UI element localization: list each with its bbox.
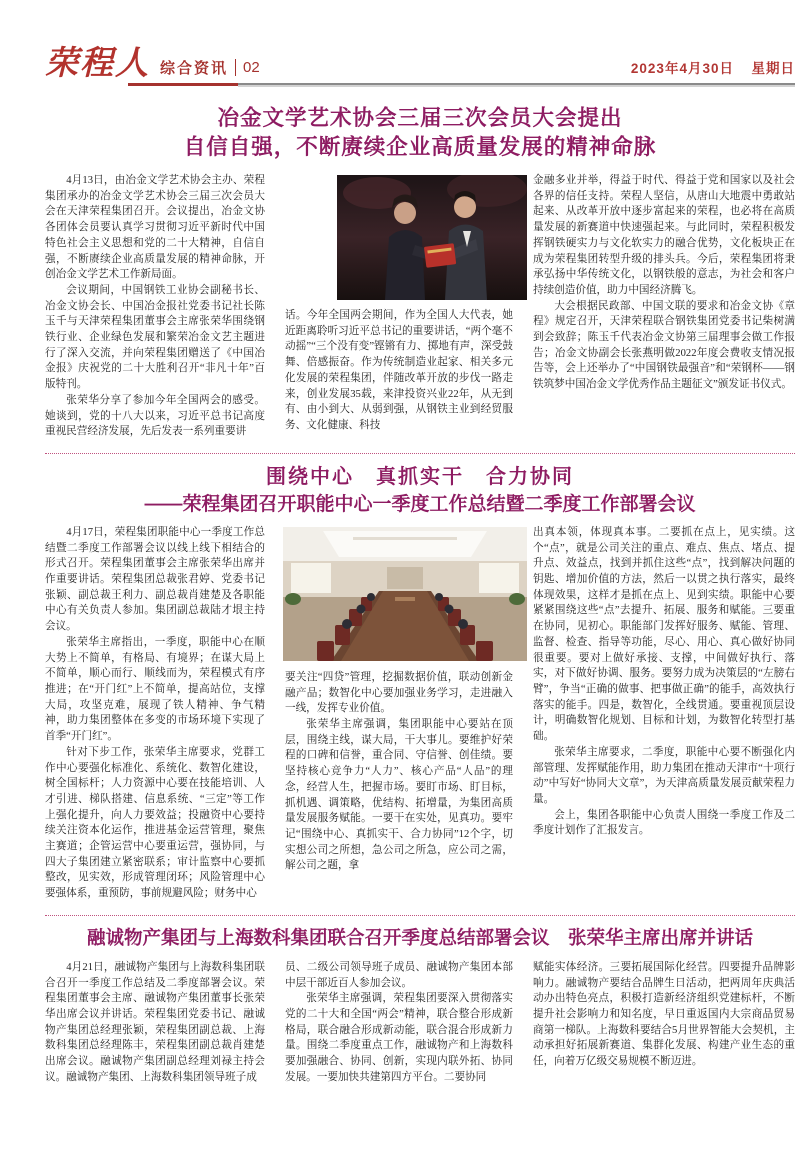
article3-title: 融诚物产集团与上海数科集团联合召开季度总结部署会议 张荣华主席出席并讲话 [86, 926, 753, 948]
header-divider-red [128, 83, 238, 86]
article1-title-line1: 冶金文学艺术协会三届三次会员大会提出 [217, 106, 623, 130]
article2-title-line2: ——荣程集团召开职能中心一季度工作总结暨二季度工作部署会议 [144, 493, 696, 515]
article3-col3 [533, 960, 795, 1086]
issue-date [631, 57, 795, 80]
article-paragraph: 张荣华主席强调，荣程集团要深入贯彻落实党的二十大和全国“两会”精神，联合整合形成新格局，联合融合形成新动能，联合混合形成新力量。围绕二季度重点工作，融诚物产和上海数科要加强融合、协同、创新，实现内联外拓、协同发展。一要加快共建第四方平台。二要协同 [285, 993, 513, 1083]
article1-col3 [533, 173, 795, 440]
article-1 [45, 104, 795, 440]
article2-col1 [45, 525, 265, 902]
section-divider [235, 59, 236, 76]
article-paragraph: 张荣华主席要求，二季度，职能中心要不断强化内部管理、发挥赋能作用，助力集团在推动天津市“十项行动”中写好“协同大文章”，为天津高质量发展贡献荣程力量。 [533, 746, 795, 805]
article1-col1 [45, 173, 265, 440]
article-paragraph: 员、二级公司领导班子成员、融诚物产集团本部中层干部近百人参加会议。 [285, 961, 513, 989]
article1-columns [45, 173, 795, 440]
page-number: 02 [243, 59, 260, 76]
article-paragraph: 4月13日，由冶金文学艺术协会主办、荣程集团承办的冶金文学艺术协会三届三次会员大会在天津荣程集团召开。会议提出，冶金文协各团体会员要认真学习贯彻习近平新时代中国特色社会主义思想和党的二十大精神，自信自强，不断赓续企业高质量发展的精神命脉，开创冶金文学艺术工作新局面。 [45, 175, 265, 281]
article-paragraph: 赋能实体经济。三要拓展国际化经营。四要提升品牌影响力。融诚物产要结合品牌生日活动，把两周年庆典活动办出特色亮点，积极打造新经济组织党建标杆，不断提升社会影响力和知名度，早日重返国内大宗商品贸易商第一梯队。上海数科要结合5月世界智能大会契机，主动承担好拓展新赛道、集群化发展、构建产业生态的重任，向着万亿级交易规模不断迈进。 [533, 961, 795, 1068]
section-label: 综合资讯 [160, 60, 229, 77]
article-separator [45, 453, 795, 454]
article3-col1 [45, 960, 265, 1086]
article-paragraph: 大会根据民政部、中国文联的要求和冶金文协《章程》规定召开，天津荣程联合钢铁集团党委书记柴树满到会致辞；陈玉千代表冶金文协第三届理事会做工作报告；冶金文协副会长张燕明做2022年度会费收支情况报告等，会上还举办了“中国钢铁最强音”和“荣钢杯——钢铁筑梦中国冶金文学优秀作品主题征文”颁发证书仪式。 [533, 300, 795, 391]
article-paragraph: 针对下步工作，张荣华主席要求，党群工作中心要强化标准化、系统化、数智化建设，树全国标杆；人力资源中心要在技能培训、人才引进、梯队搭建、信息系统、“三定”等工作上强化提升，向人力要效益；投融资中心要持续关注资本化运作，推进基金运营管理，聚焦主赛道；企管运营中心要重运营，强协同，与四大子集团建立紧密联系；审计监察中心要抓整改，见实效，形成管理闭环；风险管理中心要强体系，重预防，事前规避风险；财务中心 [45, 746, 265, 900]
article1-title-line2: 自信自强，不断赓续企业高质量发展的精神命脉 [183, 135, 657, 159]
article2-title-line1: 围绕中心 真抓实干 合力协同 [266, 465, 574, 488]
award-presentation-photo [337, 175, 527, 300]
conference-meeting-photo [283, 527, 527, 661]
article2-col2 [285, 525, 513, 902]
article-paragraph: 会议期间，中国钢铁工业协会副秘书长、冶金文协会长、中国冶金报社党委书记社长陈玉千与天津荣程集团董事会主席张荣华围绕钢铁行业、企业绿色发展和繁荣冶金文艺主题进行了深入交流，并向荣程集团赠送了《中国冶金报》庆祝党的二十大胜利召开“非凡十年”百版特刊。 [45, 284, 265, 391]
article3-col2 [285, 960, 513, 1086]
article-separator [45, 915, 795, 916]
article-3 [45, 925, 795, 1086]
header-divider-gray [238, 83, 795, 85]
article-paragraph: 出真本领，体现真本事。二要抓在点上，见实绩。这个“点”，就是公司关注的重点、难点、焦点、堵点、提升点、效益点，找到并抓住这些“点”，找到解决问题的钥匙、增加价值的方法，然后一以贯之执行落实，最终体现效果，这样才是抓在点上、见到实绩。职能中心要紧紧围绕这些“点”去提升、拓展、服务和赋能。三要重在协同，见初心。职能部门发挥好服务、赋能、管理、监督、检查、指导等功能，尽心、用心、真心做好协同很重要。要对上做好承接、支撑，中间做好执行、落实，对下做好协调、服务。要努力成为决策层的“左膀右臂”，争当“正确的做事、把事做正确”的能手，高效执行落实的能手。四是，数智化，全线贯通。要重视顶层设计，明确数智化规划、目标和计划，为数智化转型打基础。 [533, 526, 795, 743]
article-paragraph: 4月21日，融诚物产集团与上海数科集团联合召开一季度工作总结及二季度部署会议。荣程集团董事会主席、融诚物产集团董事长张荣华出席会议并讲话。荣程集团党委书记、融诚物产集团总经理张颖，荣程集团副总裁、上海数科集团总经理陈丰，荣程集团副总裁肖建楚出席会议。融诚物产集团副总经理刘禄主持会议。融诚物产集团、上海数科集团领导班子成 [45, 961, 265, 1083]
article2-columns [45, 525, 795, 902]
date-text: 2023年4月30日 [630, 61, 734, 76]
article-paragraph: 张荣华主席指出，一季度，职能中心在顺大势上不简单，有格局、有境界；在谋大局上不简单，顺心而行、顺线而为，荣程模式有序推进；在“开门红”上不简单，提高站位，支撑大局，攻坚克难，展现了铁人精神、争气精神，助力集团整体在多变的市场环境下实现了首季“开门红”。 [45, 636, 265, 743]
page-header [45, 0, 795, 80]
article-paragraph: 张荣华主席强调，集团职能中心要站在顶层，围绕主线，谋大局，干大事儿。要维护好荣程的口碑和信誉，重合同、守信誉、创佳绩。要坚持核心竞争力“人力”、核心产品“人品”的理念，经营人生，把握市场。要盯市场、盯目标，抓机遇、调策略，优结构、拓增量，为集团高质量发展服务赋能。一要干在实处，见真功。要牢记“围绕中心、真抓实干、合力协同”12个字，切实想公司之所想，急公司之所急，应公司之需，解公司之题，拿 [285, 719, 513, 872]
article-paragraph: 张荣华分享了参加今年全国两会的感受。她谈到，党的十八大以来，习近平总书记高度重视民营经济发展，先后发表一系列重要讲 [45, 394, 265, 438]
article-paragraph: 会上，集团各职能中心负责人围绕一季度工作及二季度计划作了汇报发言。 [533, 809, 795, 837]
article1-col2 [285, 173, 513, 440]
weekday-text: 星期日 [751, 61, 795, 76]
masthead-logo: 荣程人 [45, 43, 150, 82]
article-paragraph: 话。今年全国两会期间，作为全国人大代表，她近距离聆听习近平总书记的重要讲话，“两个毫不动摇”“三个没有变”铿锵有力、掷地有声，深受鼓舞、倍感振奋。作为传统制造业起家、相关多元化发展的荣程集团，伴随改革开放的步伐一路走来，创业发展35载，来津投资兴业22年，从无到有、由小到大、从弱到强，从钢铁主业到经贸服务、文化健康、科技 [285, 310, 513, 431]
article-2 [45, 463, 795, 902]
article2-col3 [533, 525, 795, 902]
article-paragraph: 金融多业并举，得益于时代、得益于党和国家以及社会各界的信任支持。荣程人坚信，从唐山大地震中勇敢站起来、从改革开放中逐步富起来的荣程，也必将在高质量发展的新赛道中快速强起来。与此同时，荣程积极发挥钢铁硬实力与文化软实力的融合优势，文化板块正在成为荣程集团转型升级的排头兵。今后，荣程集团将秉承弘扬中华传统文化，以钢铁般的意志，为社会和客户持续创造价值，助力中国经济腾飞。 [533, 175, 795, 296]
article-paragraph: 要关注“四贷”管理，挖掘数据价值，联动创新金融产品；数智化中心要加强业务学习，走进融入一线，发挥专业价值。 [285, 671, 513, 715]
article-paragraph: 4月17日，荣程集团职能中心一季度工作总结暨二季度工作部署会议以线上线下相结合的形式召开。荣程集团董事会主席张荣华出席并作重要讲话。荣程集团总裁张君婷、党委书记张颖、副总裁王利力、副总裁肖建楚及各职能中心有关负责人参加。集团副总裁陆才垠主持会议。 [45, 526, 265, 633]
article3-columns [45, 960, 795, 1086]
header-divider [45, 83, 795, 88]
